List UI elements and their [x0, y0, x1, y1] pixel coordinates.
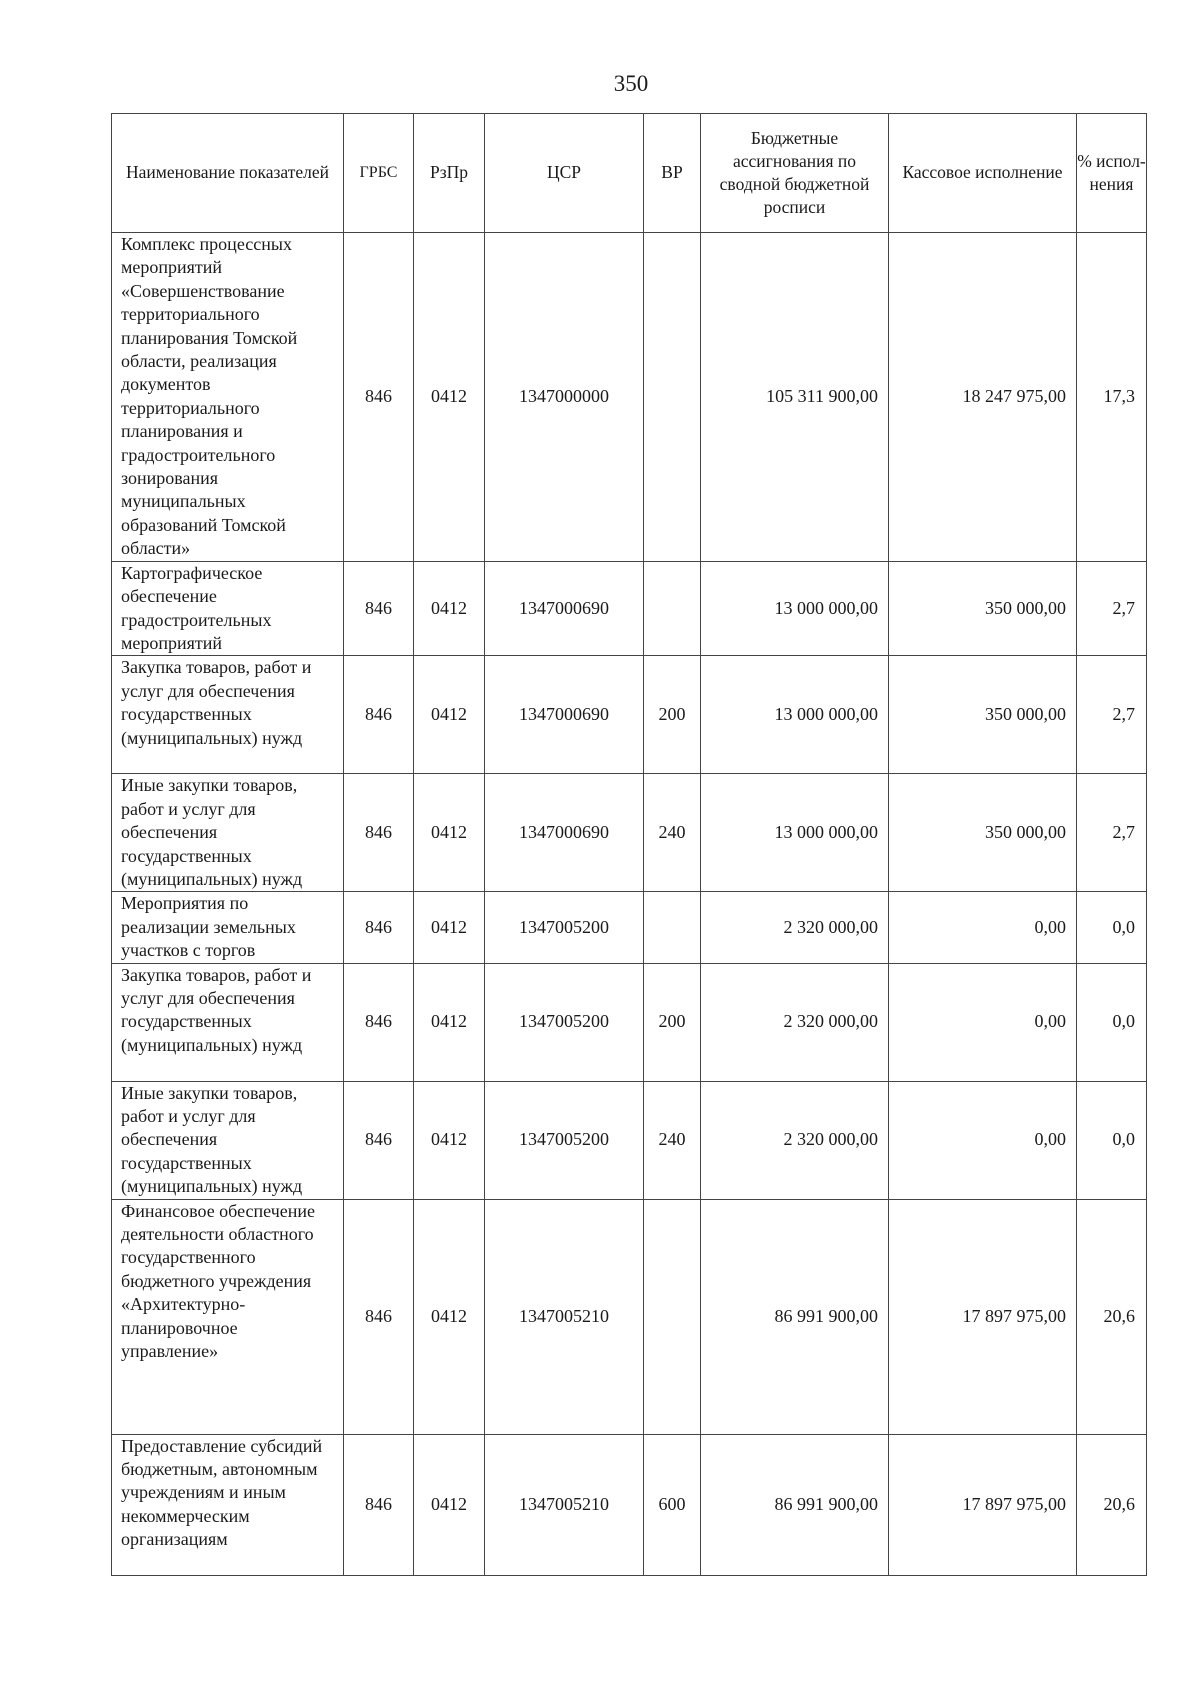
header-assignments: Бюджетные ассигнования по сводной бюджетной росписи: [701, 114, 889, 233]
row-name: Предоставление субсидий бюджетным, автономным учреждениям и иным некоммерческим организациям: [112, 1434, 344, 1575]
row-csr: 1347000690: [485, 774, 644, 892]
row-cash-execution: 350 000,00: [889, 561, 1077, 656]
row-assignments: 2 320 000,00: [701, 1081, 889, 1199]
row-vr: 200: [644, 963, 701, 1081]
row-percent: 2,7: [1077, 656, 1147, 774]
row-csr: 1347000690: [485, 561, 644, 656]
row-cash-execution: 350 000,00: [889, 656, 1077, 774]
row-percent: 0,0: [1077, 1081, 1147, 1199]
row-vr: [644, 233, 701, 562]
row-assignments: 86 991 900,00: [701, 1434, 889, 1575]
header-cash-execution: Кассовое исполнение: [889, 114, 1077, 233]
row-grbs: 846: [344, 892, 414, 963]
row-csr: 1347000000: [485, 233, 644, 562]
row-grbs: 846: [344, 963, 414, 1081]
row-cash-execution: 18 247 975,00: [889, 233, 1077, 562]
table-row: [112, 892, 1147, 963]
header-name: Наименование показателей: [112, 114, 344, 233]
row-percent: 0,0: [1077, 892, 1147, 963]
row-cash-execution: 17 897 975,00: [889, 1199, 1077, 1434]
row-rzpr: 0412: [414, 233, 485, 562]
row-assignments: 2 320 000,00: [701, 892, 889, 963]
row-cash-execution: 0,00: [889, 892, 1077, 963]
row-rzpr: 0412: [414, 656, 485, 774]
row-name: Финансовое обеспечение деятельности областного государственного бюджетного учреждения «Архитектурно-планировочное управление»: [112, 1199, 344, 1434]
row-cash-execution: 0,00: [889, 1081, 1077, 1199]
budget-execution-table: [111, 113, 1147, 1576]
row-name: Закупка товаров, работ и услуг для обеспечения государственных (муниципальных) нужд: [112, 656, 344, 774]
row-assignments: 13 000 000,00: [701, 656, 889, 774]
table-row: [112, 963, 1147, 1081]
row-rzpr: 0412: [414, 1199, 485, 1434]
table-row: [112, 774, 1147, 892]
table-row: [112, 1081, 1147, 1199]
row-assignments: 13 000 000,00: [701, 774, 889, 892]
header-rzpr: РзПр: [414, 114, 485, 233]
row-rzpr: 0412: [414, 1081, 485, 1199]
row-vr: [644, 561, 701, 656]
row-percent: 2,7: [1077, 774, 1147, 892]
row-name: Иные закупки товаров, работ и услуг для обеспечения государственных (муниципальных) нужд: [112, 1081, 344, 1199]
row-name: Картографическое обеспечение градостроительных мероприятий: [112, 561, 344, 656]
row-rzpr: 0412: [414, 963, 485, 1081]
row-cash-execution: 0,00: [889, 963, 1077, 1081]
row-csr: 1347005210: [485, 1434, 644, 1575]
row-vr: 240: [644, 1081, 701, 1199]
row-grbs: 846: [344, 774, 414, 892]
row-assignments: 2 320 000,00: [701, 963, 889, 1081]
row-cash-execution: 17 897 975,00: [889, 1434, 1077, 1575]
row-vr: [644, 1199, 701, 1434]
row-assignments: 86 991 900,00: [701, 1199, 889, 1434]
row-grbs: 846: [344, 1081, 414, 1199]
row-vr: [644, 892, 701, 963]
row-grbs: 846: [344, 1434, 414, 1575]
row-name: Мероприятия по реализации земельных участков с торгов: [112, 892, 344, 963]
row-vr: 240: [644, 774, 701, 892]
row-csr: 1347005210: [485, 1199, 644, 1434]
row-percent: 20,6: [1077, 1199, 1147, 1434]
table-header-row: [112, 114, 1147, 233]
table-row: [112, 233, 1147, 562]
row-csr: 1347005200: [485, 892, 644, 963]
row-assignments: 13 000 000,00: [701, 561, 889, 656]
row-rzpr: 0412: [414, 1434, 485, 1575]
row-grbs: 846: [344, 561, 414, 656]
header-vr: ВР: [644, 114, 701, 233]
table-row: [112, 1199, 1147, 1434]
row-vr: 600: [644, 1434, 701, 1575]
table-row: [112, 656, 1147, 774]
row-rzpr: 0412: [414, 892, 485, 963]
row-percent: 0,0: [1077, 963, 1147, 1081]
table-row: [112, 561, 1147, 656]
row-csr: 1347000690: [485, 656, 644, 774]
row-csr: 1347005200: [485, 963, 644, 1081]
row-vr: 200: [644, 656, 701, 774]
row-rzpr: 0412: [414, 561, 485, 656]
table-row: [112, 1434, 1147, 1575]
header-percent-execution: % испол-нения: [1077, 114, 1147, 233]
header-grbs: ГРБС: [344, 114, 414, 233]
row-rzpr: 0412: [414, 774, 485, 892]
row-percent: 20,6: [1077, 1434, 1147, 1575]
row-grbs: 846: [344, 233, 414, 562]
row-assignments: 105 311 900,00: [701, 233, 889, 562]
row-name: Комплекс процессных мероприятий «Совершенствование территориального планирования Томской области, реализация документов территориального планирования и градостроительного зонирования муниципальных образований Томской области»: [112, 233, 344, 562]
page-number: 350: [613, 71, 649, 96]
row-percent: 2,7: [1077, 561, 1147, 656]
row-cash-execution: 350 000,00: [889, 774, 1077, 892]
row-name: Закупка товаров, работ и услуг для обеспечения государственных (муниципальных) нужд: [112, 963, 344, 1081]
row-csr: 1347005200: [485, 1081, 644, 1199]
row-grbs: 846: [344, 1199, 414, 1434]
row-grbs: 846: [344, 656, 414, 774]
row-percent: 17,3: [1077, 233, 1147, 562]
row-name: Иные закупки товаров, работ и услуг для обеспечения государственных (муниципальных) нужд: [112, 774, 344, 892]
header-csr: ЦСР: [485, 114, 644, 233]
